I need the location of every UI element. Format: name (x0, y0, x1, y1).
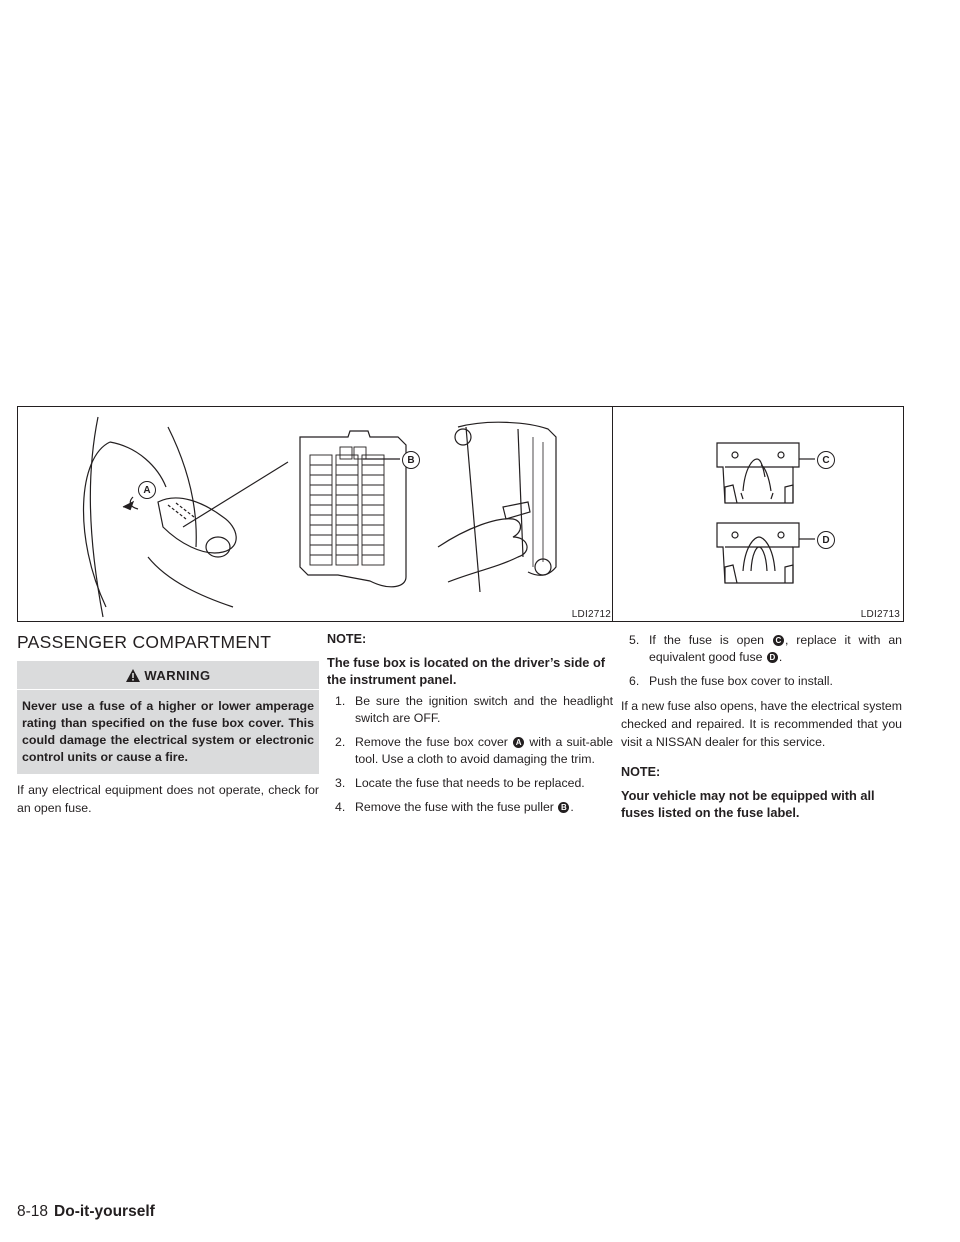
after-steps-text: If a new fuse also opens, have the electrical system checked and repaired. It is recommended that you visit a NISSAN dealer for this service. (621, 699, 902, 749)
column-1 (17, 632, 319, 817)
callout-d: D (817, 531, 835, 549)
step-text-cont: . (778, 650, 783, 664)
step-number: 2. (335, 735, 346, 749)
figure-fuse-condition (612, 406, 904, 622)
step-text: Push the fuse box cover to install. (649, 674, 833, 688)
callout-c-inline: C (773, 635, 784, 646)
step-text-cont: . (570, 800, 574, 814)
warning-box (17, 661, 319, 774)
section-name: Do-it-yourself (54, 1203, 155, 1220)
step-3 (327, 775, 613, 792)
figure-code: LDI2712 (571, 609, 611, 620)
step-2 (327, 734, 613, 768)
step-text: Be sure the ignition switch and the headlight switch are OFF. (355, 694, 613, 725)
step-text: Remove the fuse box cover (355, 735, 508, 749)
callout-d-inline: D (767, 652, 778, 663)
column-2 (327, 632, 613, 823)
fuse-box-illustration (18, 407, 614, 621)
step-text-cont: with a suit-able tool. Use a cloth to avoid damaging the trim. (355, 735, 613, 766)
callout-a: A (138, 481, 156, 499)
step-number: 1. (335, 694, 346, 708)
step-1 (327, 693, 613, 727)
callout-b-inline: B (558, 802, 569, 813)
step-4 (327, 799, 613, 816)
section-heading: PASSENGER COMPARTMENT (17, 632, 272, 652)
note-text: Your vehicle may not be equipped with all fuses listed on the fuse label. (621, 788, 875, 820)
step-number: 6. (629, 674, 640, 688)
page-footer (17, 1203, 155, 1221)
note-label: NOTE: (327, 632, 367, 646)
warning-title: WARNING (144, 667, 211, 683)
page-number: 8-18 (17, 1203, 49, 1220)
figure-fuse-box-removal (17, 406, 615, 622)
step-text-mid: , replace it with an equivalent good fuse (649, 633, 902, 664)
step-text: Locate the fuse that needs to be replaced. (355, 776, 585, 790)
fuse-illustration (613, 407, 903, 621)
step-number: 3. (335, 776, 346, 790)
step-5 (621, 632, 902, 666)
warning-icon (125, 668, 141, 683)
warning-header (17, 661, 319, 689)
step-text: Remove the fuse with the fuse puller (355, 800, 554, 814)
column-3 (621, 632, 902, 826)
warning-text: Never use a fuse of a higher or lower amperage rating than specified on the fuse box cover. This could damage the electrical system or electronic control units or cause a fire. (17, 689, 319, 774)
step-number: 4. (335, 800, 346, 814)
note-text: The fuse box is located on the driver’s side of the instrument panel. (327, 655, 606, 687)
callout-a-inline: A (513, 737, 524, 748)
intro-text: If any electrical equipment does not operate, check for an open fuse. (17, 783, 319, 815)
figure-code: LDI2713 (860, 609, 900, 620)
callout-c: C (817, 451, 835, 469)
step-6 (621, 673, 902, 690)
step-number: 5. (629, 633, 640, 647)
step-text: If the fuse is open (649, 633, 765, 647)
note-label: NOTE: (621, 765, 661, 779)
callout-b: B (402, 451, 420, 469)
